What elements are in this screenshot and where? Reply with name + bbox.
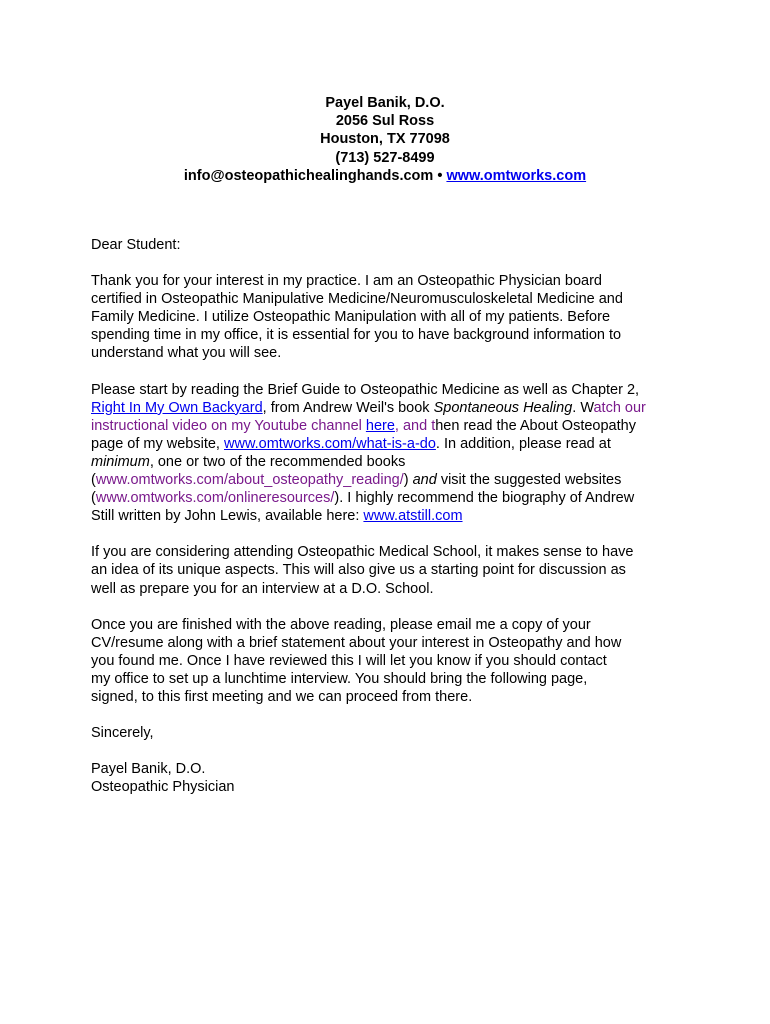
signature-name: Payel Banik, D.O.: [91, 761, 206, 778]
letterhead-name: Payel Banik, D.O.: [325, 95, 445, 111]
atstill-link[interactable]: www.atstill.com: [363, 508, 463, 525]
greeting: Dear Student:: [91, 237, 181, 253]
paragraph-intro: Thank you for your interest in my practice. I am an Osteopathic Physician board certified in Osteopathic Manipulative Medicine/Neuromusculoskeletal Medicine and Family Medicine. I utilize Osteopathic Manipulation with all of my patients. Before spending time in my office, it is essential for you to have background information to understand what you will see.: [91, 273, 623, 362]
letterhead-city: Houston, TX 77098: [320, 131, 450, 148]
letterhead-phone: (713) 527-8499: [335, 149, 435, 166]
paragraph-medical-school: If you are considering attending Osteopathic Medical School, it makes sense to have an idea of its unique aspects. This will also give us a starting point for discussion as well as prepare you for an interview at a D.O. School.: [91, 544, 634, 597]
paragraph-next-steps: Once you are finished with the above reading, please email me a copy of your CV/resume along with a brief statement about your interest in Osteopathy and how you found me. Once I have reviewed this I will let you know if you should contact my office to set up a lunchtime interview. You should bring the following page, signed, to this first meeting and we can proceed from there.: [91, 616, 622, 705]
signature-title: Osteopathic Physician: [91, 779, 235, 796]
letterhead-contact-line: [0, 167, 770, 185]
signature-block: [91, 760, 691, 796]
what-is-a-do-link[interactable]: www.omtworks.com/what-is-a-do: [224, 435, 436, 452]
letter-body: [91, 236, 691, 796]
paragraph-reading: Please start by reading the Brief Guide to Osteopathic Medicine as well as Chapter 2, Right In My Own Backyard, from Andrew Weil's book Spontaneous Healing. Watch our instructional video on my Youtube channel here, and then read the About Osteopathy page of my website, www.omtworks.com/what-is-a-do. In addition, please read at minimum, one or two of the recommended books (www.omtworks.com/about_osteopathy_reading/) and visit the suggested websites (www.omtworks.com/onlineresources/). I highly recommend the biography of Andrew Still written by John Lewis, available here: www.atstill.com: [91, 381, 646, 525]
youtube-here-link[interactable]: here: [365, 417, 395, 434]
reading-url[interactable]: www.omtworks.com/about_osteopathy_reading/: [95, 472, 404, 489]
letterhead-website-link[interactable]: www.omtworks.com: [446, 167, 587, 184]
letterhead-separator: •: [433, 167, 447, 184]
letterhead-email: info@osteopathichealinghands.com: [183, 167, 434, 184]
online-resources-url[interactable]: www.omtworks.com/onlineresources/: [95, 490, 335, 507]
letterhead: [0, 94, 770, 185]
backyard-link[interactable]: Right In My Own Backyard: [91, 399, 263, 416]
book-title: Spontaneous Healing: [433, 399, 573, 416]
closing: Sincerely,: [91, 725, 154, 742]
letterhead-street: 2056 Sul Ross: [335, 113, 435, 130]
